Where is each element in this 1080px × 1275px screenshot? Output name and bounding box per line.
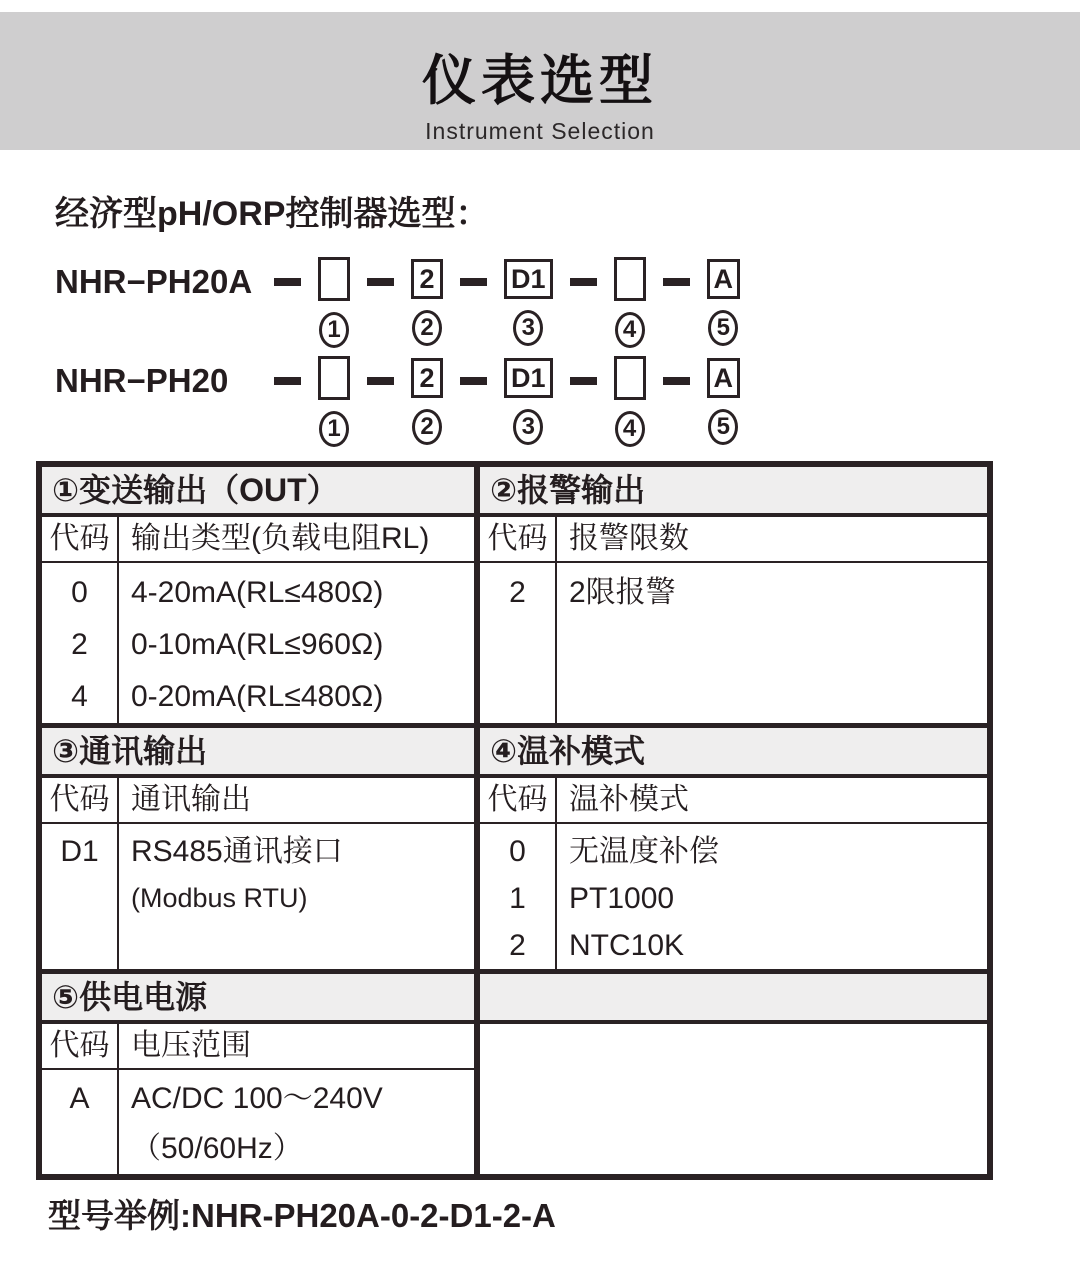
position-number-badge: 2 — [412, 409, 442, 445]
dash-separator — [663, 278, 690, 286]
section-title: ①变送输出（OUT） — [42, 467, 474, 517]
code-value: 0 — [509, 835, 526, 868]
dash-separator — [570, 377, 597, 385]
code-box — [614, 356, 646, 400]
page-subtitle: Instrument Selection — [425, 118, 655, 144]
desc-value: RS485通讯接口 — [131, 835, 343, 868]
section-alarm-output — [480, 467, 987, 723]
position-number-badge: 5 — [708, 409, 738, 445]
code-box: 2 — [411, 358, 443, 398]
code-value: 2 — [509, 929, 526, 962]
desc-column — [119, 1070, 474, 1174]
code-slot-2 — [411, 257, 443, 346]
example-model-number: 型号举例:NHR-PH20A-0-2-D1-2-A — [48, 1197, 556, 1234]
code-slot-5 — [707, 356, 741, 445]
section-heading: 经济型pH/ORP控制器选型： — [55, 195, 490, 233]
column-headers — [480, 517, 987, 563]
column-headers — [42, 517, 474, 563]
desc-value: （50/60Hz） — [131, 1132, 303, 1165]
desc-value: 0-10mA(RL≤960Ω) — [131, 628, 384, 661]
selection-table — [36, 461, 993, 1180]
desc-value: 4-20mA(RL≤480Ω) — [131, 576, 384, 609]
dash-separator — [274, 377, 301, 385]
section-rows — [42, 1070, 474, 1174]
code-value: 1 — [509, 882, 526, 915]
code-box: A — [707, 259, 741, 299]
section-comm-output — [42, 728, 480, 969]
position-number-badge: 1 — [319, 411, 349, 447]
desc-column — [557, 824, 987, 969]
code-value: 0 — [71, 576, 88, 609]
section-temp-comp — [480, 728, 987, 969]
position-number-badge: 3 — [513, 409, 543, 445]
code-slot-2 — [411, 356, 443, 445]
desc-value: PT1000 — [569, 882, 675, 915]
column-headers — [42, 1024, 474, 1070]
code-slot-3 — [504, 257, 553, 346]
desc-column — [557, 563, 987, 723]
position-number-badge: 1 — [319, 312, 349, 348]
position-number-badge: 3 — [513, 310, 543, 346]
section-empty-cell — [480, 974, 987, 1174]
desc-column-header: 输出类型(负载电阻RL) — [131, 522, 430, 555]
dash-separator — [663, 377, 690, 385]
code-box: D1 — [504, 358, 553, 398]
column-headers — [42, 778, 474, 824]
column-headers — [480, 778, 987, 824]
desc-value: (Modbus RTU) — [131, 883, 308, 913]
code-slot-3 — [504, 356, 553, 445]
empty-header — [480, 974, 987, 1024]
position-number-badge: 4 — [615, 312, 645, 348]
position-number-badge: 4 — [615, 411, 645, 447]
dash-separator — [367, 377, 394, 385]
dash-separator — [367, 278, 394, 286]
code-value: 2 — [509, 576, 526, 609]
code-slot-1 — [318, 257, 350, 348]
position-number-badge: 2 — [412, 310, 442, 346]
model-name: NHR−PH20A — [55, 263, 253, 300]
desc-value: AC/DC 100～240V — [131, 1082, 383, 1115]
code-slot-5 — [707, 257, 741, 346]
desc-value: 无温度补偿 — [569, 835, 719, 868]
code-column — [42, 563, 119, 723]
model-row-nhr-ph20 — [55, 356, 1080, 447]
desc-column-header: 温补模式 — [569, 783, 689, 816]
table-band-2 — [42, 723, 987, 969]
code-column — [480, 563, 557, 723]
code-box — [318, 356, 350, 400]
desc-column — [119, 563, 474, 723]
code-value: 2 — [71, 628, 88, 661]
code-column-header: 代码 — [42, 517, 119, 561]
code-column-header: 代码 — [42, 1024, 119, 1068]
section-transmit-output — [42, 467, 480, 723]
code-value: D1 — [60, 835, 99, 868]
desc-column — [119, 824, 474, 969]
desc-value: 2限报警 — [569, 576, 676, 609]
desc-column-header: 报警限数 — [569, 522, 689, 555]
model-name: NHR−PH20 — [55, 362, 229, 399]
page-title: 仪表选型 — [422, 51, 658, 111]
dash-separator — [274, 278, 301, 286]
model-code-diagrams — [55, 257, 1080, 447]
code-value: A — [69, 1082, 90, 1115]
section-power-supply — [42, 974, 480, 1174]
code-column — [42, 824, 119, 969]
code-slot-1 — [318, 356, 350, 447]
page-header-banner — [0, 12, 1080, 150]
empty-body — [480, 1024, 987, 1174]
table-band-1 — [42, 467, 987, 723]
code-column-header: 代码 — [480, 778, 557, 822]
section-title: ⑤供电电源 — [42, 974, 474, 1024]
code-slot-4 — [614, 356, 646, 447]
dash-separator — [460, 278, 487, 286]
table-band-3 — [42, 969, 987, 1174]
section-title: ④温补模式 — [480, 728, 987, 778]
code-box — [614, 257, 646, 301]
model-row-nhr-ph20a — [55, 257, 1080, 348]
section-title: ②报警输出 — [480, 467, 987, 517]
code-box — [318, 257, 350, 301]
section-rows — [42, 824, 474, 969]
code-box: D1 — [504, 259, 553, 299]
section-title: ③通讯输出 — [42, 728, 474, 778]
section-rows — [480, 824, 987, 969]
code-slot-4 — [614, 257, 646, 348]
dash-separator — [460, 377, 487, 385]
code-column-header: 代码 — [42, 778, 119, 822]
section-rows — [480, 563, 987, 723]
code-column — [42, 1070, 119, 1174]
desc-column-header: 通讯输出 — [131, 783, 251, 816]
code-box: A — [707, 358, 741, 398]
section-rows — [42, 563, 474, 723]
code-box: 2 — [411, 259, 443, 299]
desc-column-header: 电压范围 — [131, 1029, 251, 1062]
desc-value: NTC10K — [569, 929, 685, 962]
dash-separator — [570, 278, 597, 286]
desc-value: 0-20mA(RL≤480Ω) — [131, 680, 384, 713]
code-column — [480, 824, 557, 969]
code-value: 4 — [71, 680, 88, 713]
position-number-badge: 5 — [708, 310, 738, 346]
code-column-header: 代码 — [480, 517, 557, 561]
